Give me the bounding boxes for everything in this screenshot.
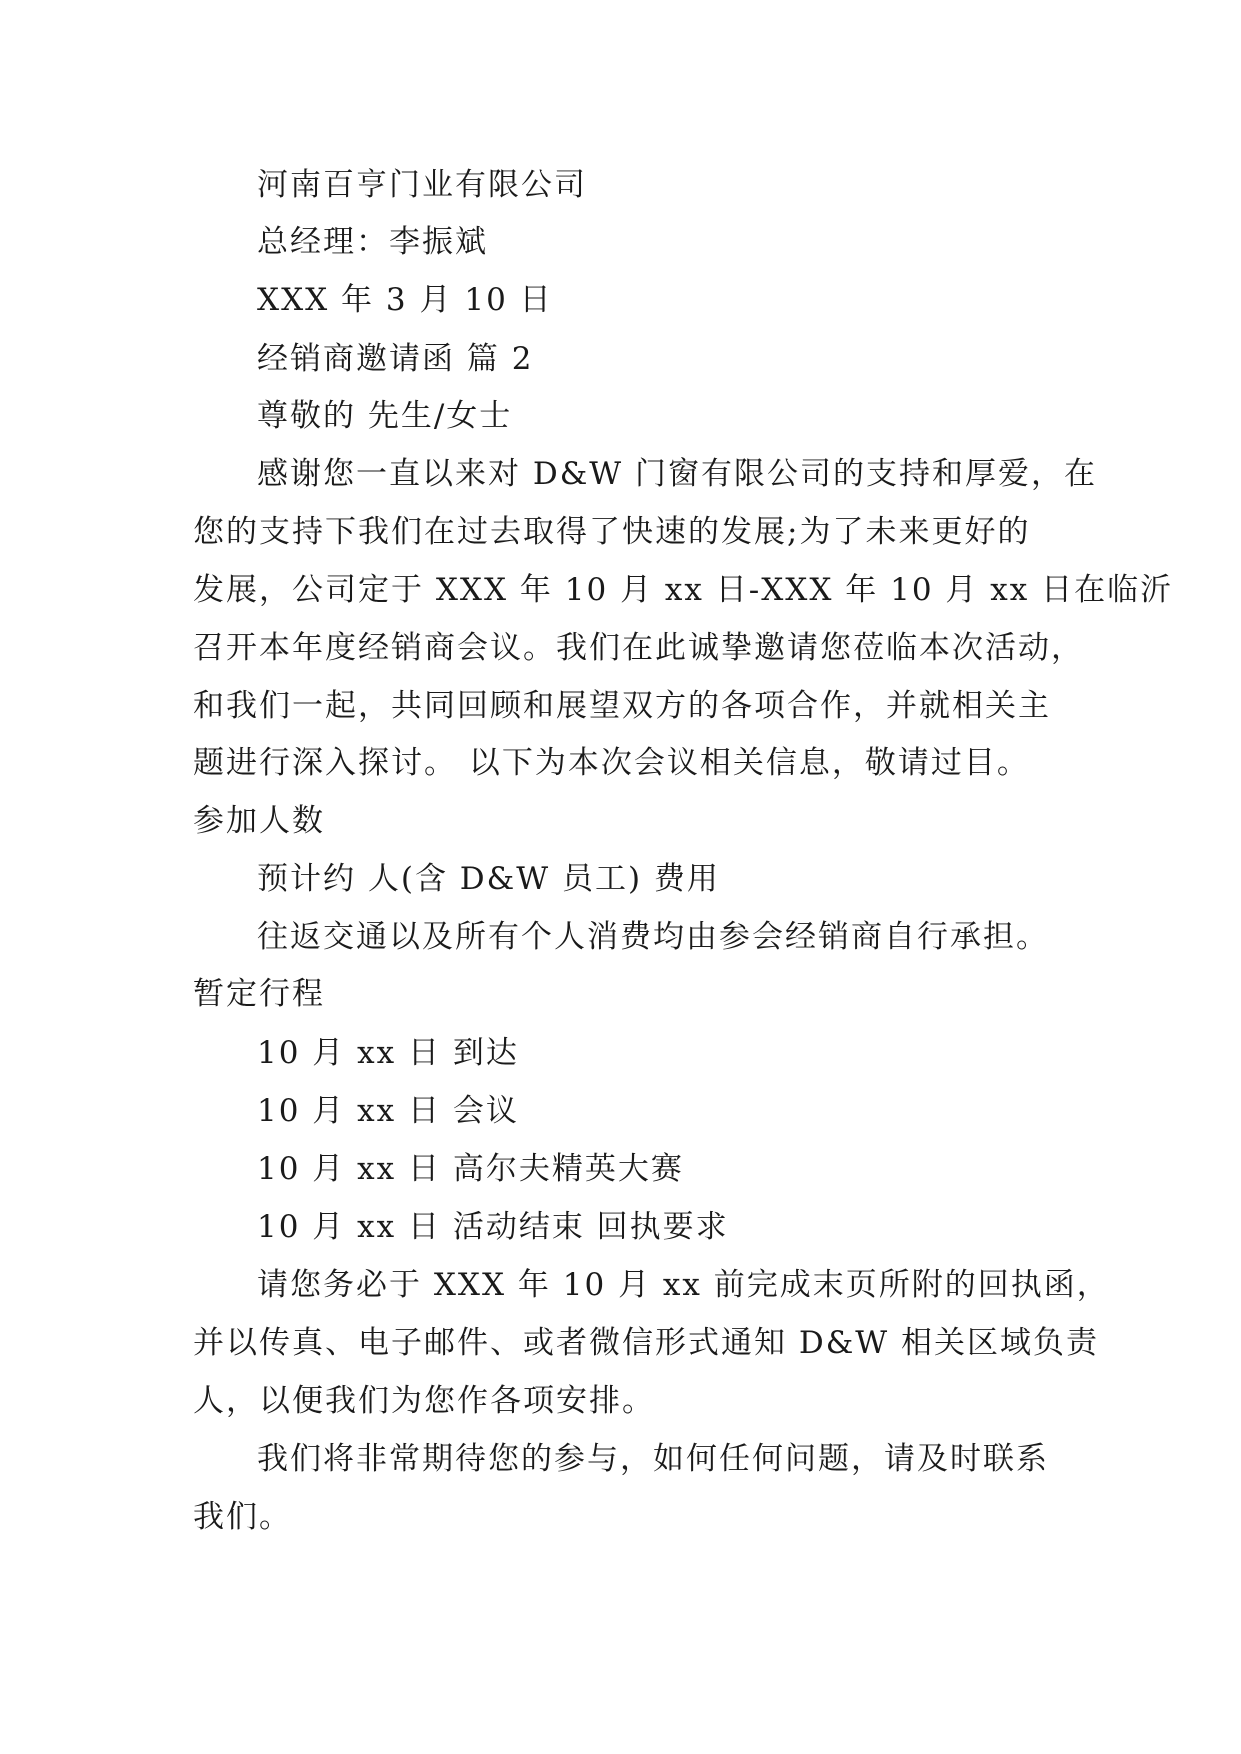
date-line: XXX 年 3 月 10 日 [257, 282, 553, 318]
schedule-item: 10 月 xx 日 高尔夫精英大赛 [257, 1151, 684, 1187]
body-paragraph-line: 发展，公司定于 XXX 年 10 月 xx 日-XXX 年 10 月 xx 日在临沂 [193, 572, 1174, 608]
general-manager-line: 总经理：李振斌 [257, 224, 488, 260]
attendance-heading: 参加人数 [193, 803, 325, 839]
body-paragraph-line: 召开本年度经销商会议。我们在此诚挚邀请您莅临本次活动， [193, 630, 1084, 666]
closing-paragraph-line: 我们。 [193, 1499, 292, 1535]
body-paragraph-line: 题进行深入探讨。 以下为本次会议相关信息，敬请过目。 [193, 745, 1030, 781]
attendance-estimate-line: 预计约 人(含 D&W 员工) 费用 [257, 861, 720, 897]
section-title: 经销商邀请函 篇 2 [257, 341, 534, 377]
closing-paragraph-line: 我们将非常期待您的参与，如何任何问题，请及时联系 [257, 1441, 1049, 1477]
body-paragraph-line: 感谢您一直以来对 D&W 门窗有限公司的支持和厚爱，在 [257, 456, 1098, 492]
reply-paragraph-line: 请您务必于 XXX 年 10 月 xx 前完成末页所附的回执函， [257, 1267, 1110, 1303]
schedule-item: 10 月 xx 日 活动结束 回执要求 [257, 1209, 729, 1245]
reply-paragraph-line: 并以传真、电子邮件、或者微信形式通知 D&W 相关区域负责 [193, 1325, 1100, 1361]
schedule-heading: 暂定行程 [193, 976, 325, 1012]
body-paragraph-line: 和我们一起，共同回顾和展望双方的各项合作，并就相关主 [193, 688, 1051, 724]
reply-paragraph-line: 人，以便我们为您作各项安排。 [193, 1383, 655, 1419]
salutation-line: 尊敬的 先生/女士 [257, 398, 513, 434]
schedule-item: 10 月 xx 日 到达 [257, 1035, 519, 1071]
cost-line: 往返交通以及所有个人消费均由参会经销商自行承担。 [257, 919, 1049, 955]
body-paragraph-line: 您的支持下我们在过去取得了快速的发展;为了未来更好的 [193, 514, 1031, 550]
company-name-line: 河南百亨门业有限公司 [257, 167, 587, 203]
schedule-item: 10 月 xx 日 会议 [257, 1093, 519, 1129]
